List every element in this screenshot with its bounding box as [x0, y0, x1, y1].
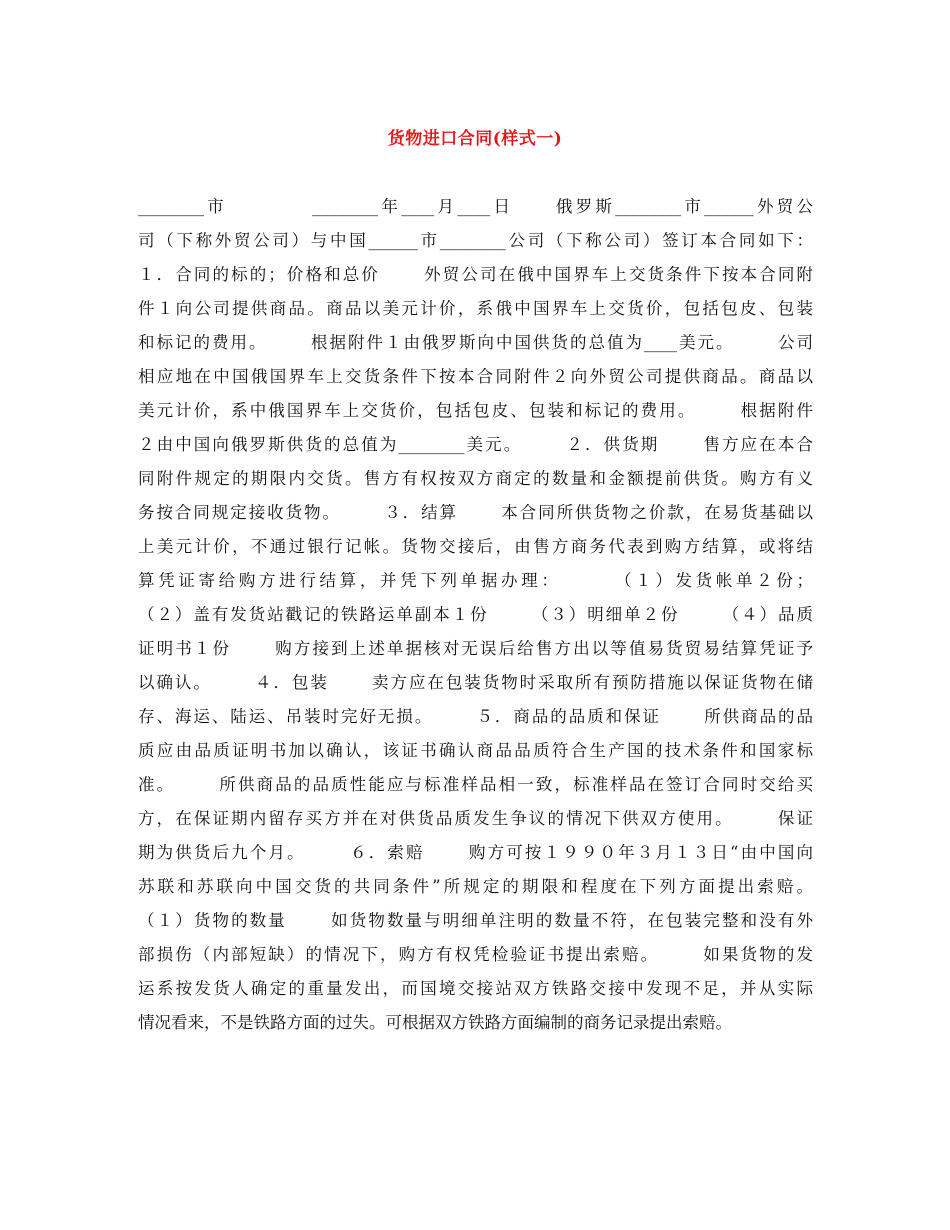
body-line: 存、海运、陆运、吊装时完好无损。 ５．商品的品质和保证 所供商品的品 — [138, 707, 813, 726]
body-line: 以确认。 ４．包装 卖方应在包装货物时采取所有预防措施以保证货物在储 — [138, 673, 813, 692]
body-line: 苏联和苏联向中国交货的共同条件”所规定的期限和程度在下列方面提出索赔。 — [138, 877, 813, 896]
body-line: 算凭证寄给购方进行结算，并凭下列单据办理： （１）发货帐单２份； — [138, 571, 813, 590]
contract-body — [138, 190, 813, 1040]
body-line: （２）盖有发货站戳记的铁路运单副本１份 （３）明细单２份 （４）品质 — [138, 605, 813, 624]
body-line: （１）货物的数量 如货物数量与明细单注明的数量不符，在包装完整和没有外 — [138, 911, 813, 930]
body-line: 运系按发货人确定的重量发出，而国境交接站双方铁路交接中发现不足，并从实际 — [138, 979, 813, 998]
body-line: 美元计价，系中俄国界车上交货价，包括包皮、包装和标记的费用。 根据附件 — [138, 401, 813, 420]
body-line: ________市 ________年____月____日 俄罗斯________市______外贸公 — [138, 197, 813, 216]
body-line: 同附件规定的期限内交货。售方有权按双方商定的数量和金额提前供货。购方有义 — [138, 469, 813, 488]
body-line: 准。 所供商品的品质性能应与标准样品相一致，标准样品在签订合同时交给买 — [138, 775, 813, 794]
body-line: 件１向公司提供商品。商品以美元计价，系俄中国界车上交货价，包括包皮、包装 — [138, 299, 813, 318]
body-line: 司（下称外贸公司）与中国______市________公司（下称公司）签订本合同如下： — [138, 231, 813, 250]
body-line: 证明书１份 购方接到上述单据核对无误后给售方出以等值易货贸易结算凭证予 — [138, 639, 813, 658]
body-line: 方，在保证期内留存买方并在对供货品质发生争议的情况下供双方使用。 保证 — [138, 809, 813, 828]
body-line: 相应地在中国俄国界车上交货条件下按本合同附件２向外贸公司提供商品。商品以 — [138, 367, 813, 386]
body-line: 情况看来，不是铁路方面的过失。可根据双方铁路方面编制的商务记录提出索赔。 — [138, 1013, 732, 1032]
body-line: ２由中国向俄罗斯供货的总值为________美元。 ２．供货期 售方应在本合 — [138, 435, 813, 454]
body-line: 期为供货后九个月。 ６．索赔 购方可按１９９０年３月１３日“由中国向 — [138, 843, 813, 862]
body-line: 务按合同规定接收货物。 ３．结算 本合同所供货物之价款，在易货基础以 — [138, 503, 813, 522]
body-line: 和标记的费用。 根据附件１由俄罗斯向中国供货的总值为____美元。 公司 — [138, 333, 813, 352]
body-line: 部损伤（内部短缺）的情况下，购方有权凭检验证书提出索赔。 如果货物的发 — [138, 945, 813, 964]
body-line: 质应由品质证明书加以确认，该证书确认商品品质符合生产国的技术条件和国家标 — [138, 741, 813, 760]
body-line: １．合同的标的；价格和总价 外贸公司在俄中国界车上交货条件下按本合同附 — [138, 265, 813, 284]
document-title: 货物进口合同(样式一) — [387, 129, 563, 149]
body-line: 上美元计价，不通过银行记帐。货物交接后，由售方商务代表到购方结算，或将结 — [138, 537, 813, 556]
